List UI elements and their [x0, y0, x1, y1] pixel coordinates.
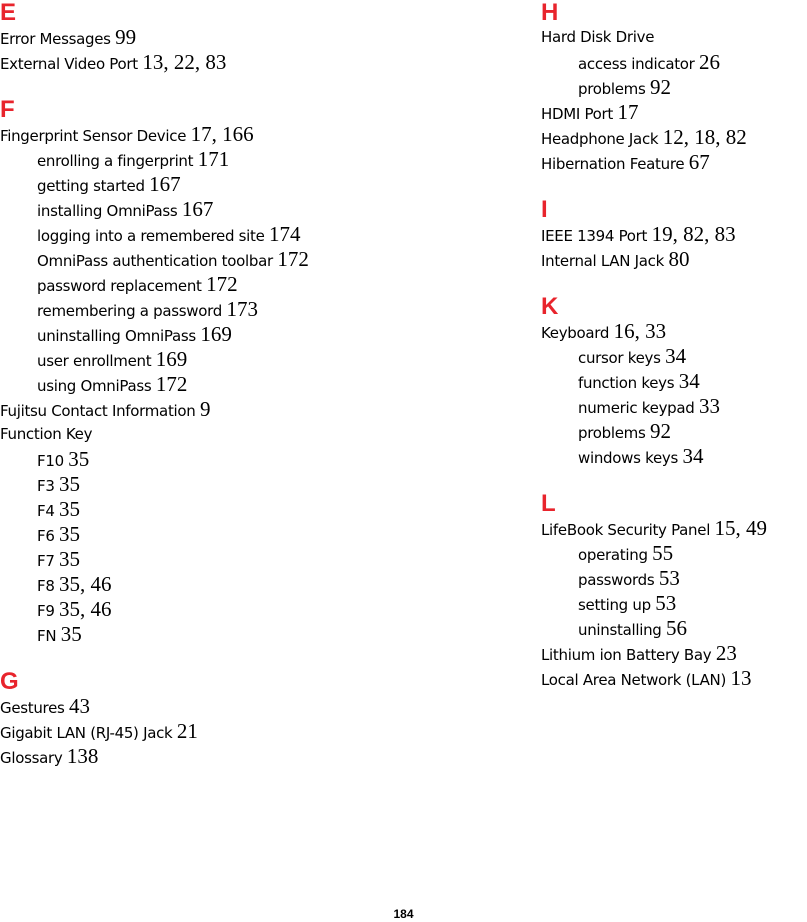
section-letter-g: G: [0, 668, 19, 695]
index-subentry: password replacement 172: [37, 272, 238, 296]
section-letter-h: H: [541, 0, 559, 26]
index-subentry: cursor keys 34: [578, 344, 687, 368]
index-entry: Fujitsu Contact Information 9: [0, 397, 211, 421]
section-letter-i: I: [541, 196, 548, 223]
section-letter-f: F: [0, 96, 15, 123]
index-entry: Hibernation Feature 67: [541, 150, 710, 174]
index-entry: Internal LAN Jack 80: [541, 247, 690, 271]
index-subentry: problems 92: [578, 419, 671, 443]
index-subentry: F9 35, 46: [37, 597, 112, 621]
index-entry: LifeBook Security Panel 15, 49: [541, 516, 768, 540]
index-subentry: F8 35, 46: [37, 572, 112, 596]
index-subentry: passwords 53: [578, 566, 680, 590]
index-subentry: F3 35: [37, 472, 81, 496]
index-entry: Hard Disk Drive: [541, 28, 655, 46]
index-subentry: setting up 53: [578, 591, 677, 615]
index-subentry: uninstalling 56: [578, 616, 687, 640]
index-subentry: FN 35: [37, 622, 82, 646]
index-entry: Headphone Jack 12, 18, 82: [541, 125, 747, 149]
index-subentry: problems 92: [578, 75, 671, 99]
index-subentry: installing OmniPass 167: [37, 197, 214, 221]
index-subentry: using OmniPass 172: [37, 372, 188, 396]
index-subentry: F7 35: [37, 547, 81, 571]
index-entry: Local Area Network (LAN) 13: [541, 666, 752, 690]
index-entry: Function Key: [0, 425, 93, 443]
index-entry: Fingerprint Sensor Device 17, 166: [0, 122, 254, 146]
section-letter-e: E: [0, 0, 17, 26]
index-subentry: operating 55: [578, 541, 674, 565]
index-entry: Gestures 43: [0, 694, 91, 718]
index-subentry: function keys 34: [578, 369, 700, 393]
index-subentry: F4 35: [37, 497, 81, 521]
index-subentry: remembering a password 173: [37, 297, 258, 321]
section-letter-k: K: [541, 293, 559, 320]
index-entry: Keyboard 16, 33: [541, 319, 667, 343]
section-letter-l: L: [541, 490, 556, 517]
index-entry: Gigabit LAN (RJ-45) Jack 21: [0, 719, 198, 743]
index-subentry: enrolling a fingerprint 171: [37, 147, 230, 171]
index-column-right: [541, 0, 807, 691]
index-entry: Error Messages 99: [0, 25, 137, 49]
index-entry: Lithium ion Battery Bay 23: [541, 641, 737, 665]
index-subentry: F10 35: [37, 447, 90, 471]
index-subentry: OmniPass authentication toolbar 172: [37, 247, 309, 271]
index-subentry: numeric keypad 33: [578, 394, 720, 418]
index-subentry: F6 35: [37, 522, 81, 546]
page-number: 184: [393, 907, 414, 921]
index-subentry: uninstalling OmniPass 169: [37, 322, 232, 346]
index-subentry: windows keys 34: [578, 444, 704, 468]
index-subentry: getting started 167: [37, 172, 181, 196]
index-entry: External Video Port 13, 22, 83: [0, 50, 227, 74]
index-subentry: user enrollment 169: [37, 347, 188, 371]
index-subentry: access indicator 26: [578, 50, 721, 74]
index-subentry: logging into a remembered site 174: [37, 222, 301, 246]
index-entry: IEEE 1394 Port 19, 82, 83: [541, 222, 736, 246]
index-entry: Glossary 138: [0, 744, 99, 768]
index-entry: HDMI Port 17: [541, 100, 639, 124]
